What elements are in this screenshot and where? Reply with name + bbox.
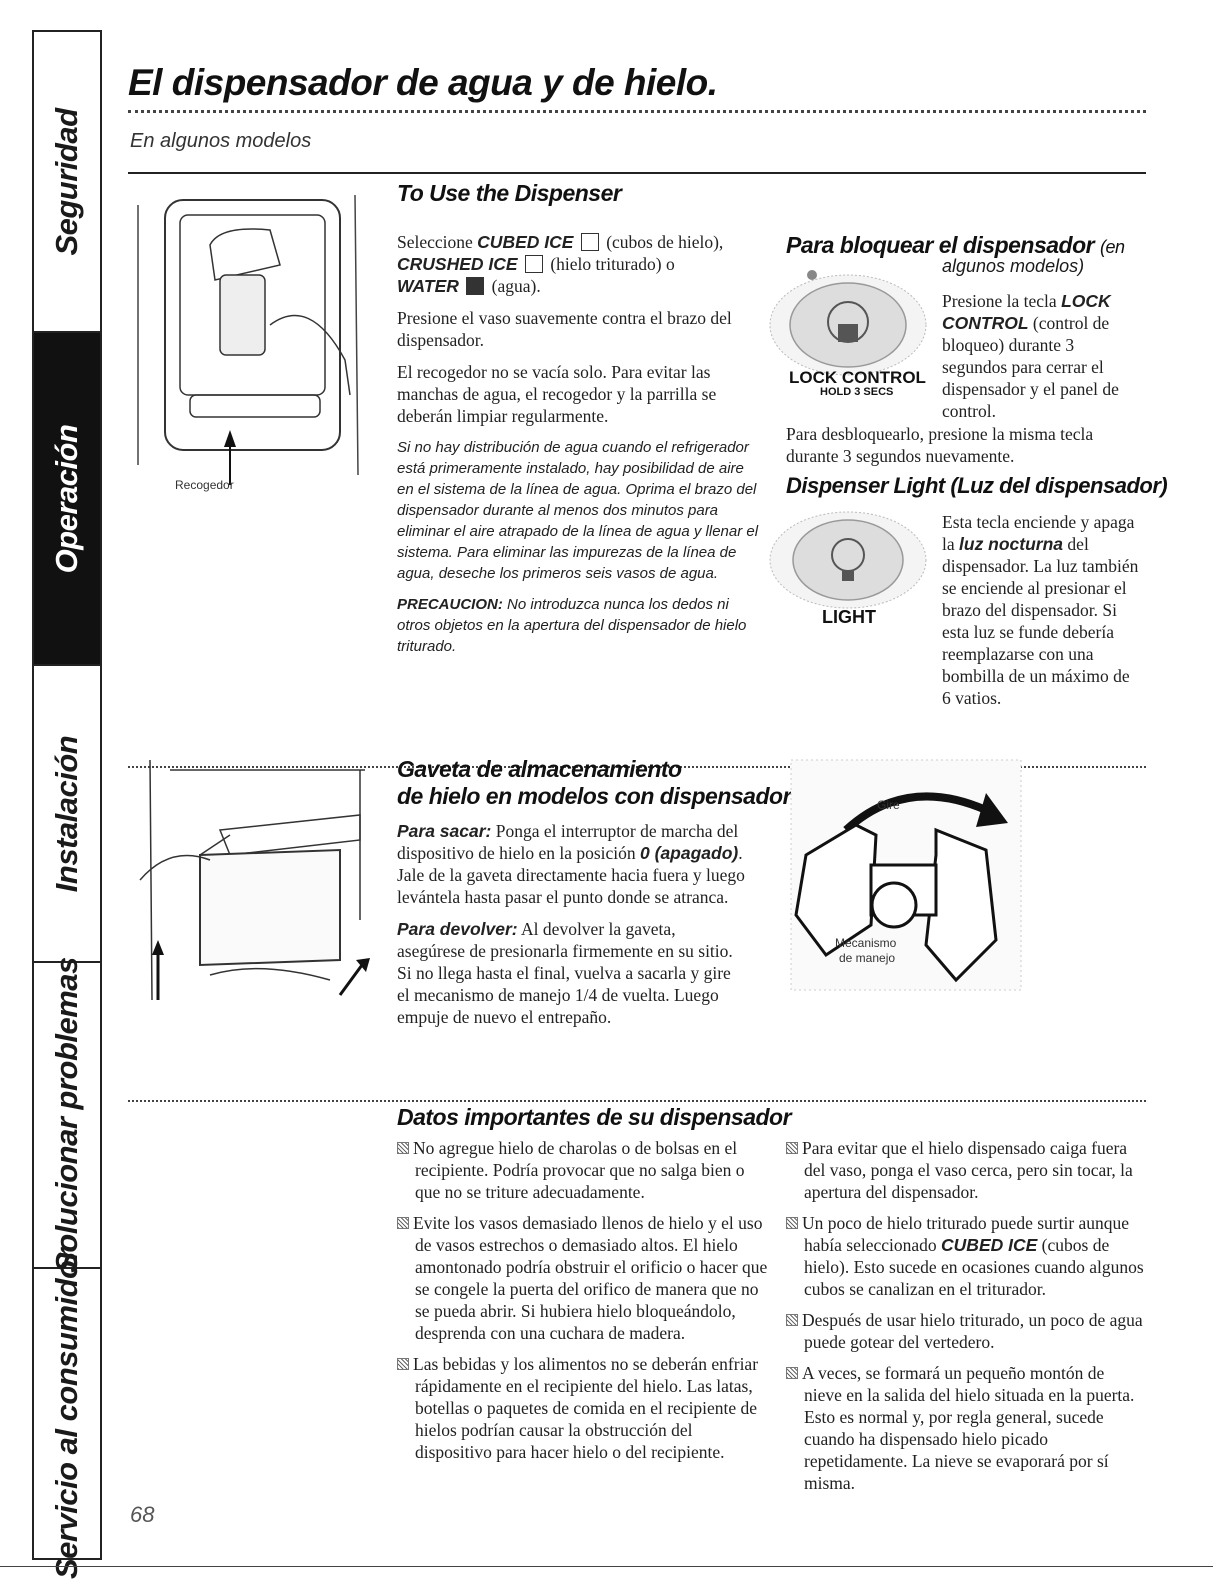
fact-item	[786, 1137, 1146, 1203]
tab-servicio-consumidor[interactable]	[34, 1248, 100, 1579]
tab-solucionar-problemas[interactable]	[34, 957, 100, 1273]
fact-text: Para evitar que el hielo dispensado caiga fuera del vaso, ponga el vaso cerca, pero sin tocar, la apertura del dispensador.	[802, 1138, 1133, 1202]
section-divider-2	[128, 1100, 1146, 1102]
turn-label: Gire	[877, 798, 900, 812]
lock-paragraph-1	[942, 290, 1142, 422]
light-button-label: LIGHT	[822, 607, 876, 627]
drive-mechanism-label	[835, 936, 896, 966]
light-heading: Dispenser Light (Luz del dispensador)	[786, 473, 1168, 498]
storage-heading	[397, 756, 791, 810]
remove-keyword: Para sacar:	[397, 821, 492, 841]
off-position-keyword: 0 (apagado)	[640, 843, 739, 863]
drive-mechanism-label-1: Mecanismo	[835, 936, 897, 950]
bullet-icon	[786, 1367, 798, 1379]
bullet-icon	[397, 1217, 409, 1229]
tab-label: Operación	[49, 424, 84, 573]
page-number: 68	[130, 1502, 155, 1527]
use-dispenser-heading: To Use the Dispenser	[397, 180, 622, 206]
facts-heading: Datos importantes de su dispensador	[397, 1104, 792, 1130]
drip-tray-paragraph: El recogedor no se vacía solo. Para evitar las manchas de agua, el recogedor y la parrilla se deberán limpiar regularmente.	[397, 362, 717, 426]
facts-left-column	[397, 1137, 772, 1472]
side-tab-bar	[32, 30, 102, 1579]
tab-operacion[interactable]	[34, 333, 100, 666]
tab-seguridad[interactable]	[34, 32, 100, 333]
crushed-ice-text: (hielo triturado) o	[550, 254, 675, 274]
storage-body	[397, 820, 767, 1038]
section-rule	[128, 172, 1146, 174]
light-p-b: del dispensador. La luz también se enciende al presionar el brazo del dispensador. Si esta luz se funde debería reemplazarse con una bombilla de un máximo de 6 vatios.	[942, 534, 1139, 708]
cubed-ice-keyword: CUBED ICE	[477, 232, 574, 252]
caution-text: No introduzca nunca los dedos ni otros objetos en la apertura del dispensador de hielo triturado.	[397, 596, 747, 655]
facts-right-column	[786, 1137, 1146, 1503]
crushed-ice-keyword: CRUSHED ICE	[397, 254, 518, 274]
fact-item	[397, 1353, 772, 1463]
light-paragraph	[942, 511, 1142, 709]
cubed-ice-text: (cubos de hielo),	[606, 232, 724, 252]
bullet-icon	[786, 1217, 798, 1229]
drive-mechanism-label-2: de manejo	[839, 951, 896, 965]
bullet-icon	[397, 1142, 409, 1154]
cubed-ice-keyword: CUBED ICE	[941, 1235, 1038, 1255]
remove-text-b: . Jale de la gaveta directamente hacia fuera y luego levántela hasta pasar el punto donde se atranca.	[397, 843, 745, 907]
recogedor-label: Recogedor	[175, 478, 234, 492]
bottom-edge-rule	[0, 1566, 1213, 1567]
light-p-a: Esta tecla enciende y apaga la	[942, 512, 1135, 554]
drive-mechanism-illustration	[786, 755, 1026, 995]
fact-text: No agregue hielo de charolas o de bolsas en el recipiente. Podría provocar que no salga bien o que no se triture adecuadamente.	[413, 1138, 745, 1202]
light-p-keyword: luz nocturna	[959, 534, 1064, 554]
fact-text: A veces, se formará un pequeño montón de nieve en la salida del hielo situada en la puerta. Esto es normal y, por regla general, sucede cuando ha dispensado hielo picado repetidamente. La nieve se evaporará por sí misma.	[802, 1363, 1135, 1493]
lock-heading-note-2: algunos modelos)	[942, 256, 1085, 276]
lock-paragraph-2: Para desbloquearlo, presione la misma tecla durante 3 segundos nuevamente.	[786, 424, 1094, 466]
fact-text-b: (cubos de hielo). Esto sucede en ocasiones cuando algunos cubos se canalizan en el triturador.	[804, 1235, 1144, 1299]
crushed-ice-icon	[525, 255, 543, 273]
dispenser-illustration	[130, 185, 370, 505]
fact-item	[786, 1309, 1146, 1353]
caution-keyword: PRECAUCION:	[397, 596, 503, 613]
lock-control-button-sub: HOLD 3 SECS	[820, 386, 894, 398]
return-keyword: Para devolver:	[397, 919, 518, 939]
storage-bin-illustration	[130, 760, 370, 1010]
page-subtitle: En algunos modelos	[130, 130, 312, 152]
remove-text-a: Ponga el interruptor de marcha del dispositivo de hielo en la posición	[397, 821, 739, 863]
fact-item	[786, 1212, 1146, 1300]
fact-text-a: Un poco de hielo triturado puede surtir aunque había seleccionado	[802, 1213, 1130, 1255]
lock-heading-text: Para bloquear el dispensador	[786, 232, 1095, 258]
bullet-icon	[786, 1142, 798, 1154]
tab-instalacion[interactable]	[34, 666, 100, 963]
tab-label: Solucionar problemas	[49, 957, 84, 1273]
lock-p1-a: Presione la tecla	[942, 291, 1057, 311]
fact-item	[397, 1212, 772, 1344]
press-glass-paragraph: Presione el vaso suavemente contra el brazo del dispensador.	[397, 308, 732, 350]
fact-text: Evite los vasos demasiado llenos de hielo y el uso de vasos estrechos o demasiado altos. El hielo amontonado podría obstruir el orificio o hacer que se congele la puerta del orifico de manera que no se pueda abrir. Si hubiera hielo bloqueándolo, desprenda con una cuchara de madera.	[413, 1213, 768, 1343]
water-keyword: WATER	[397, 276, 459, 296]
lock-heading	[786, 232, 1125, 259]
page-title: El dispensador de agua y de hielo.	[128, 62, 718, 103]
water-text: (agua).	[491, 276, 541, 296]
bullet-icon	[397, 1358, 409, 1370]
lock-p1-b: (control de bloqueo) durante 3 segundos para cerrar el dispensador y el panel de control.	[942, 313, 1119, 421]
lock-p1-keyword: LOCK CONTROL	[942, 291, 1111, 333]
tab-label: Servicio al consumidor	[49, 1248, 84, 1579]
storage-heading-line-1: Gaveta de almacenamiento	[397, 756, 682, 782]
cubed-ice-icon	[581, 233, 599, 251]
lock-heading-note: (en	[1100, 237, 1125, 257]
storage-heading-line-2: de hielo en modelos con dispensador	[397, 783, 792, 809]
return-text: Al devolver la gaveta, asegúrese de presionarla firmemente en su sitio. Si no llega hasta el final, vuelva a sacarla y gire el mecanismo de manejo 1/4 de vuelta. Luego empuje de nuevo el entrepaño.	[397, 919, 733, 1027]
lock-control-button-label: LOCK CONTROL	[789, 368, 926, 387]
air-in-line-note: Si no hay distribución de agua cuando el refrigerador está primeramente instalado, hay posibilidad de aire en el sistema de la línea de agua. Oprima el brazo del dispensador durante al menos dos minutos para eliminar el aire atrapado de la línea de agua y llenar el sistema. Para eliminar las impurezas de la línea de agua, deseche los primeros seis vasos de agua.	[397, 439, 759, 582]
water-glass-icon	[466, 277, 484, 295]
fact-text: Las bebidas y los alimentos no se deberán enfriar rápidamente en el recipiente del hielo. Las latas, botellas o paquetes de comida en el recipiente de hielos podrían causar la obstrucción del dispositivo para hacer hielo o del recipiente.	[413, 1354, 759, 1462]
bullet-icon	[786, 1314, 798, 1326]
select-prefix: Seleccione	[397, 232, 473, 252]
fact-item	[786, 1362, 1146, 1494]
use-dispenser-body	[397, 231, 767, 667]
fact-item	[397, 1137, 772, 1203]
title-divider	[128, 110, 1146, 113]
fact-text: Después de usar hielo triturado, un poco de agua puede gotear del vertedero.	[802, 1310, 1143, 1352]
tab-label: Instalación	[49, 735, 84, 892]
tab-label: Seguridad	[49, 107, 84, 256]
caution-note	[397, 594, 762, 657]
